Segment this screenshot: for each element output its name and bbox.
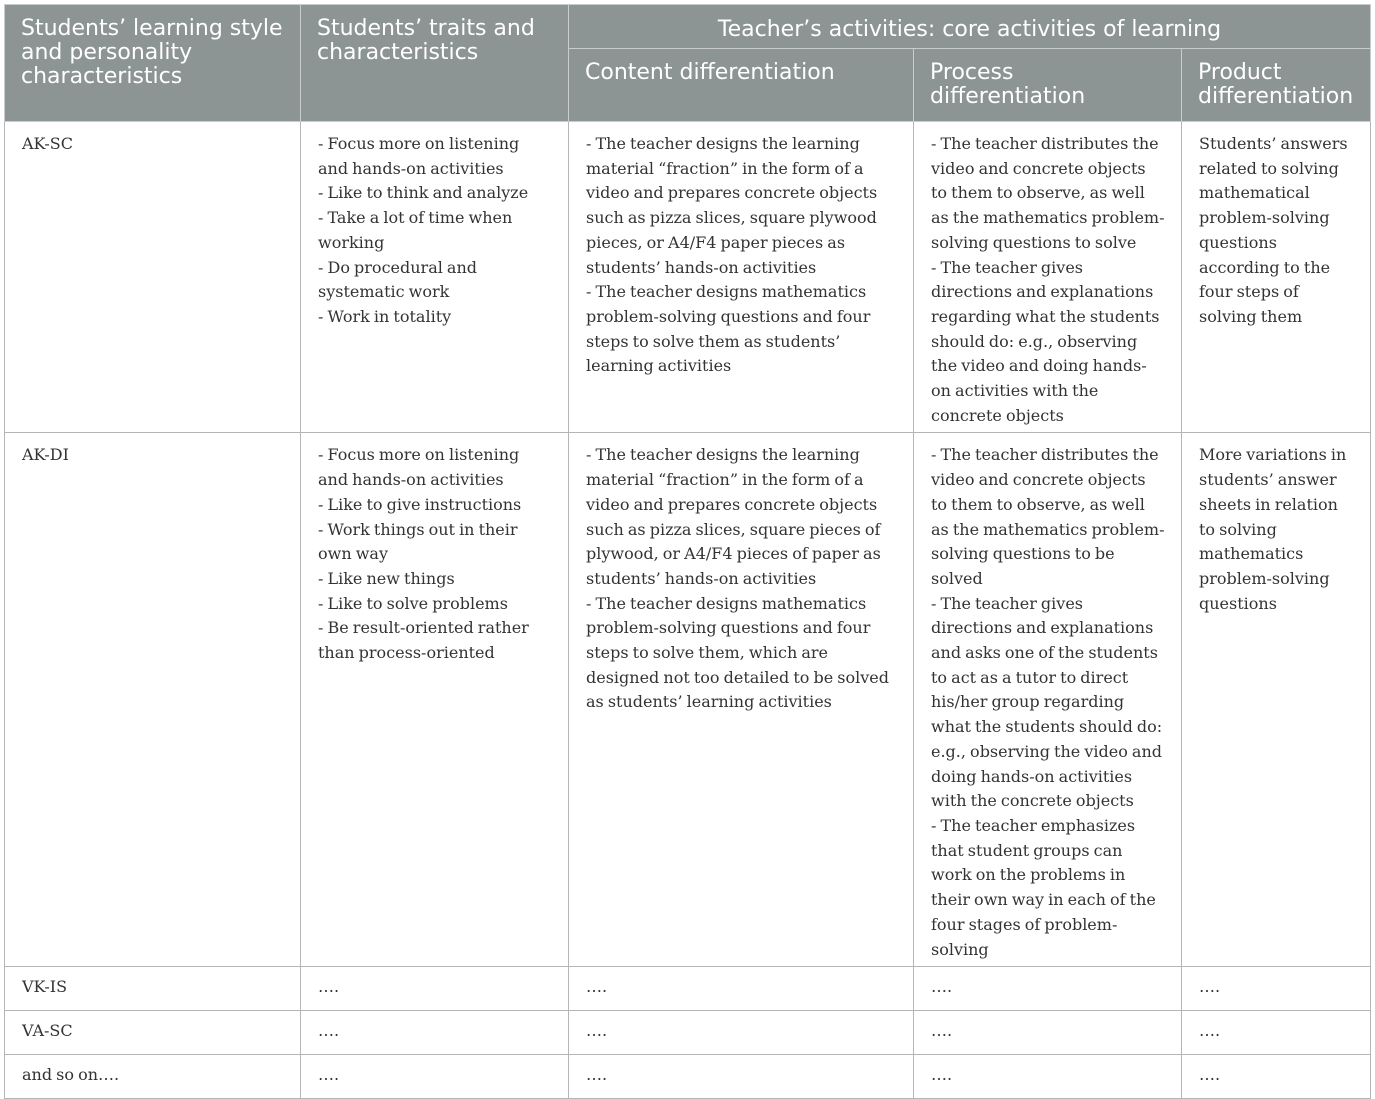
cell-product: More variations in students’ answer sheets in relation to solving mathematics problem-solving questions: [1182, 433, 1371, 967]
header-content-differentiation: Content differentiation: [569, 49, 914, 122]
cell-style: AK-SC: [5, 122, 301, 433]
cell-content: [569, 122, 914, 433]
content-item: - The teacher designs the learning material “fraction” in the form of a video and prepares concrete objects such as pizza slices, square plywood pieces, or A4/F4 paper pieces as students’ hands-on activities: [586, 134, 878, 277]
cell-process: ….: [914, 1011, 1182, 1055]
trait-item: - Focus more on listening and hands-on activities: [318, 134, 520, 178]
header-traits: Students’ traits and characteristics: [301, 5, 569, 122]
process-item: - The teacher gives directions and explanations regarding what the students should do: e.g., observing the video and doing hands-on activities with the concrete objects: [931, 257, 1160, 425]
process-item: - The teacher distributes the video and concrete objects to them to observe, as well as the mathematics problem-solving questions to solve: [931, 134, 1165, 252]
process-item: - The teacher emphasizes that student groups can work on the problems in their own way in each of the four stages of problem-solving: [931, 815, 1156, 959]
cell-style: AK-DI: [5, 433, 301, 967]
trait-item: - Do procedural and systematic work: [318, 257, 478, 302]
cell-traits: [301, 433, 569, 967]
table-row: [5, 433, 1371, 967]
trait-item: - Like to give instructions: [318, 494, 522, 514]
cell-traits: ….: [301, 1055, 569, 1099]
content-item: - The teacher designs the learning material “fraction” in the form of a video and prepares concrete objects such as pizza slices, square pieces of plywood, or A4/F4 pieces of paper as students’ hands-on activities: [586, 445, 881, 588]
table-row: [5, 1055, 1371, 1099]
trait-item: - Take a lot of time when working: [318, 208, 513, 252]
trait-item: - Like to think and analyze: [318, 183, 529, 203]
header-product-differentiation: Product differentiation: [1182, 49, 1371, 122]
trait-item: - Work in totality: [318, 306, 452, 326]
trait-item: - Be result-oriented rather than process-oriented: [318, 618, 529, 663]
trait-item: - Work things out in their own way: [318, 519, 518, 564]
table-row: [5, 122, 1371, 433]
cell-content: ….: [569, 1011, 914, 1055]
table-row: [5, 967, 1371, 1011]
cell-traits: ….: [301, 967, 569, 1011]
cell-product: ….: [1182, 1011, 1371, 1055]
cell-process: [914, 122, 1182, 433]
process-item: - The teacher gives directions and explanations and asks one of the students to act as a tutor to direct his/her group regarding what the students should do: e.g., observing the video and doing hands-on activities with the concrete objects: [931, 593, 1163, 811]
trait-item: - Like to solve problems: [318, 593, 508, 613]
header-teacher-activities: Teacher’s activities: core activities of learning: [569, 5, 1371, 49]
content-item: - The teacher designs mathematics problem-solving questions and four steps to solve them, which are designed not too detailed to be solved as students’ learning activities: [586, 593, 889, 712]
cell-traits: ….: [301, 1011, 569, 1055]
cell-style: and so on….: [5, 1055, 301, 1099]
cell-content: ….: [569, 967, 914, 1011]
cell-traits: [301, 122, 569, 433]
content-item: - The teacher designs mathematics problem-solving questions and four steps to solve them as students’ learning activities: [586, 282, 871, 376]
process-item: - The teacher distributes the video and concrete objects to them to observe, as well as the mathematics problem-solving questions to be solved: [931, 445, 1165, 588]
cell-content: [569, 433, 914, 967]
trait-item: - Focus more on listening and hands-on activities: [318, 445, 520, 490]
cell-process: ….: [914, 967, 1182, 1011]
cell-product: ….: [1182, 1055, 1371, 1099]
trait-item: - Like new things: [318, 568, 455, 588]
cell-product: Students’ answers related to solving mathematical problem-solving questions according to the four steps of solving them: [1182, 122, 1371, 433]
header-learning-style: Students’ learning style and personality characteristics: [5, 5, 301, 122]
cell-style: VK-IS: [5, 967, 301, 1011]
cell-content: ….: [569, 1055, 914, 1099]
header-process-differentiation: Process differentiation: [914, 49, 1182, 122]
cell-style: VA-SC: [5, 1011, 301, 1055]
cell-process: ….: [914, 1055, 1182, 1099]
cell-process: [914, 433, 1182, 967]
cell-product: ….: [1182, 967, 1371, 1011]
table-row: [5, 1011, 1371, 1055]
differentiation-table: [4, 4, 1371, 1099]
